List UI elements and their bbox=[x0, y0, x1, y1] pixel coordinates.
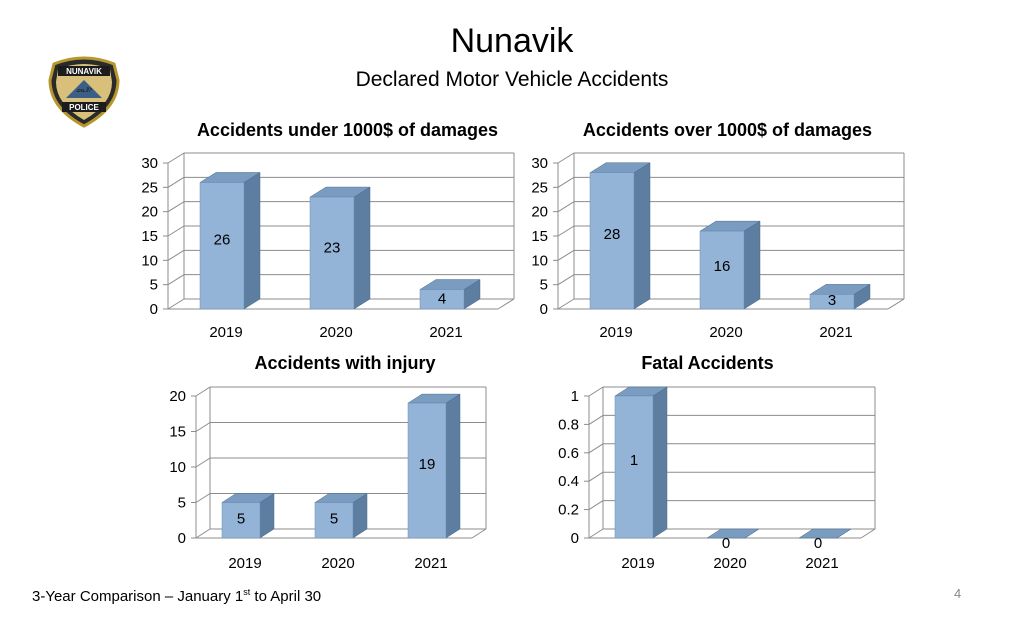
y-tick-label: 0 bbox=[149, 301, 158, 318]
y-tick-label: 5 bbox=[539, 276, 548, 294]
x-tick-label: 2021 bbox=[805, 555, 839, 572]
data-label: 28 bbox=[603, 226, 621, 244]
bar-side bbox=[653, 387, 667, 538]
y-tick-label: 20 bbox=[531, 203, 548, 221]
badge-text-bottom: POLICE bbox=[69, 103, 99, 112]
y-tick-label: 15 bbox=[531, 228, 548, 245]
y-tick-label: 15 bbox=[141, 228, 158, 245]
badge-text-top: NUNAVIK bbox=[66, 67, 102, 76]
data-label: 4 bbox=[437, 290, 447, 308]
y-tick-label: 25 bbox=[531, 179, 548, 197]
bar-top bbox=[707, 529, 759, 538]
page-number: 4 bbox=[954, 586, 962, 601]
data-label: 0 bbox=[813, 535, 823, 552]
footer-superscript: st bbox=[243, 587, 251, 597]
page-subtitle: Declared Motor Vehicle Accidents bbox=[355, 68, 669, 91]
x-tick-label: 2019 bbox=[621, 555, 655, 572]
x-tick-label: 2019 bbox=[599, 324, 633, 341]
y-tick-label: 0.8 bbox=[558, 416, 579, 434]
badge-text-inuktitut: ᓄᓇᕕᒃ bbox=[75, 87, 93, 94]
y-tick-label: 5 bbox=[149, 276, 158, 294]
chart-2-title: Accidents over 1000$ of damages bbox=[582, 120, 873, 140]
y-tick-label: 0.6 bbox=[558, 444, 579, 462]
y-tick-label: 1 bbox=[570, 388, 579, 405]
y-tick-label: 20 bbox=[141, 203, 158, 221]
y-tick-label: 30 bbox=[141, 155, 158, 172]
data-label: 19 bbox=[418, 455, 436, 473]
x-tick-label: 2021 bbox=[819, 324, 853, 341]
gridline-side bbox=[589, 444, 603, 453]
chart-1-title: Accidents under 1000$ of damages bbox=[196, 120, 499, 140]
y-tick-label: 15 bbox=[169, 423, 186, 441]
y-tick-label: 0 bbox=[539, 301, 548, 318]
footer-text-end: to April 30 bbox=[250, 588, 322, 605]
data-label: 26 bbox=[213, 231, 231, 249]
data-label: 23 bbox=[323, 239, 341, 257]
x-tick-label: 2020 bbox=[709, 324, 743, 341]
y-tick-label: 5 bbox=[177, 494, 186, 512]
data-label: 5 bbox=[329, 510, 339, 528]
footer-text-start: 3-Year Comparison – January 1 bbox=[32, 588, 244, 605]
data-label: 0 bbox=[721, 535, 731, 552]
gridline-side bbox=[589, 387, 603, 396]
x-tick-label: 2019 bbox=[209, 324, 243, 341]
floor-edge bbox=[861, 529, 875, 538]
page-title: Nunavik bbox=[450, 22, 574, 60]
y-tick-label: 0.2 bbox=[558, 501, 579, 519]
data-label: 16 bbox=[713, 258, 731, 276]
bar bbox=[799, 529, 851, 538]
x-tick-label: 2020 bbox=[713, 555, 747, 572]
x-tick-label: 2021 bbox=[414, 555, 448, 572]
chart-3-title: Accidents with injury bbox=[254, 353, 436, 373]
data-label: 5 bbox=[236, 510, 246, 528]
x-tick-label: 2020 bbox=[321, 555, 355, 572]
y-tick-label: 20 bbox=[169, 388, 186, 405]
y-tick-label: 0 bbox=[570, 530, 579, 547]
y-tick-label: 0 bbox=[177, 530, 186, 547]
gridline-side bbox=[589, 472, 603, 481]
footer-note bbox=[32, 587, 321, 605]
x-tick-label: 2020 bbox=[319, 324, 353, 341]
data-label: 1 bbox=[629, 451, 639, 469]
gridline-side bbox=[589, 529, 603, 538]
x-tick-label: 2019 bbox=[228, 555, 262, 572]
gridline-side bbox=[589, 501, 603, 510]
bar bbox=[615, 387, 667, 538]
y-tick-label: 10 bbox=[141, 252, 158, 270]
chart-4-title: Fatal Accidents bbox=[641, 353, 774, 373]
data-label: 3 bbox=[827, 292, 837, 309]
y-tick-label: 10 bbox=[531, 252, 548, 270]
y-tick-label: 0.4 bbox=[558, 473, 579, 491]
gridline-side bbox=[589, 415, 603, 424]
bar-top bbox=[799, 529, 851, 538]
x-tick-label: 2021 bbox=[429, 324, 463, 341]
y-tick-label: 30 bbox=[531, 155, 548, 172]
y-tick-label: 25 bbox=[141, 179, 158, 197]
y-tick-label: 10 bbox=[169, 459, 186, 476]
bar bbox=[707, 529, 759, 538]
